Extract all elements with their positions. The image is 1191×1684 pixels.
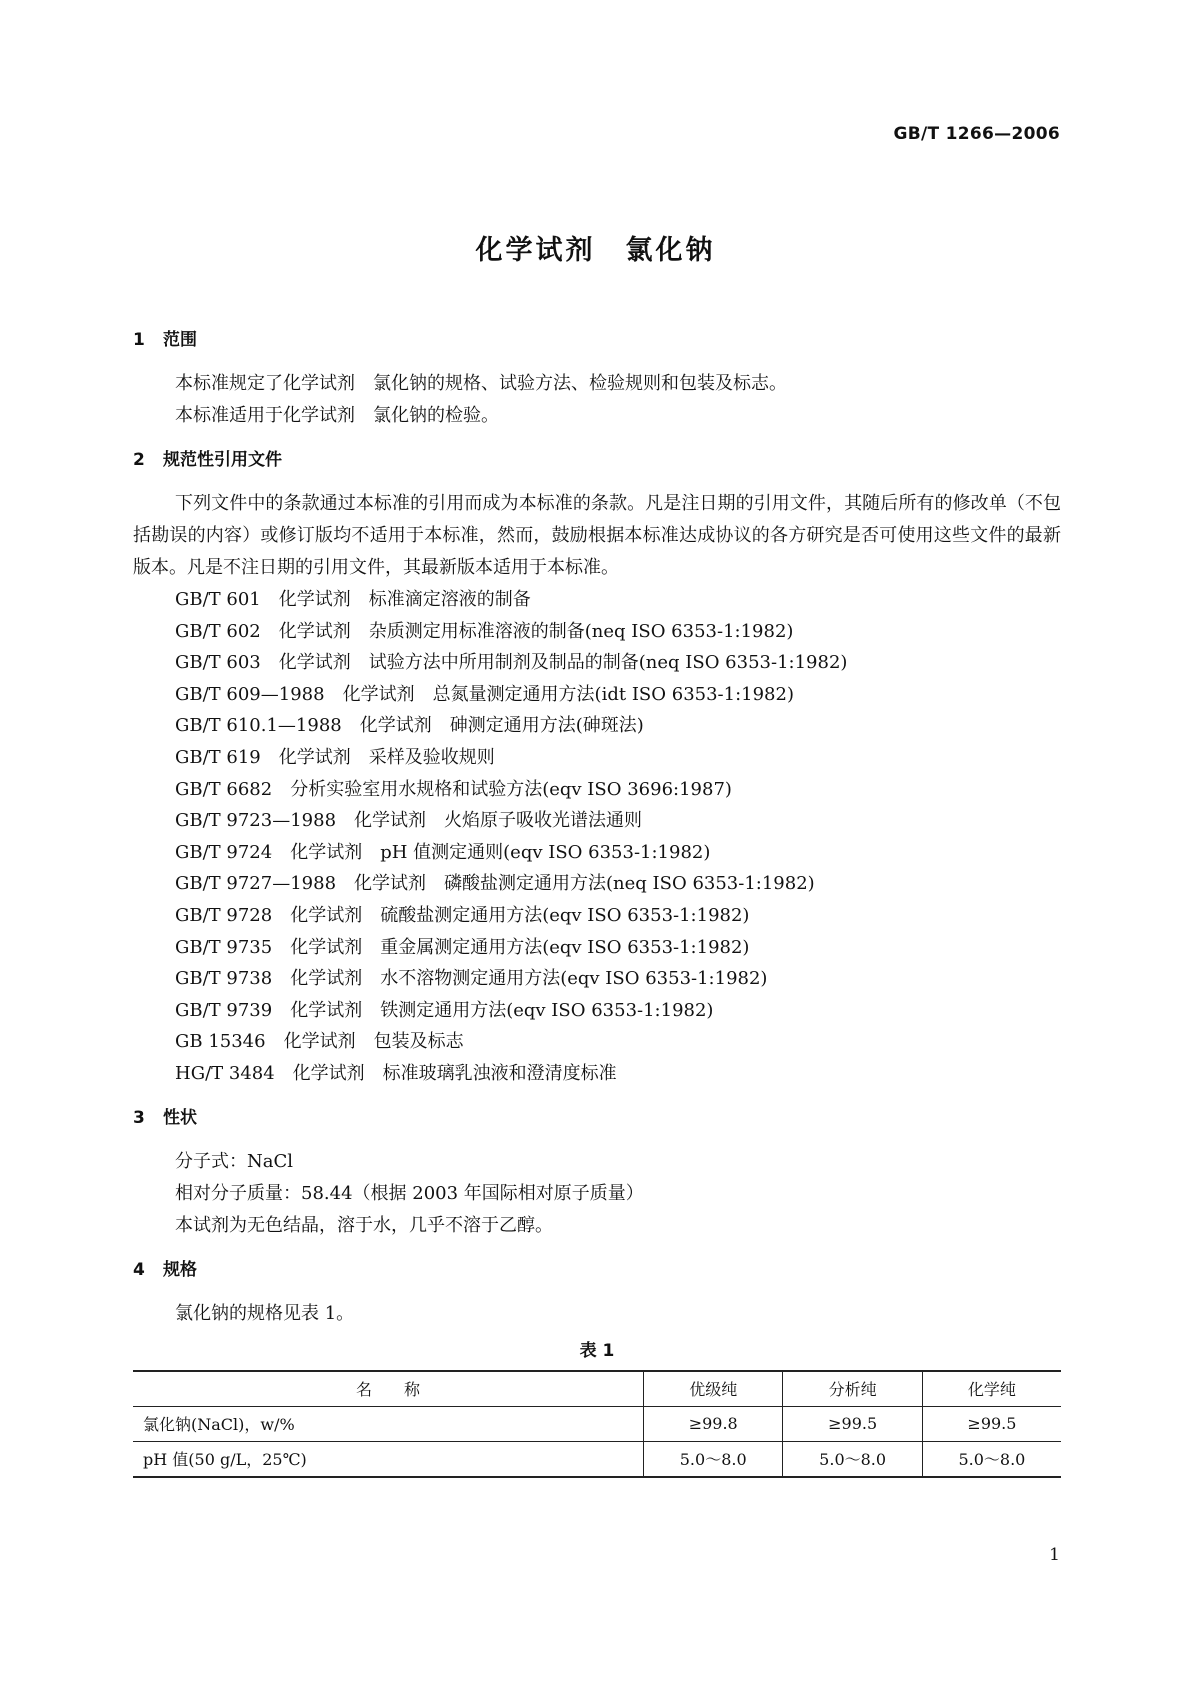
paragraph: 分子式：NaCl <box>175 1150 294 1172</box>
section-title: 性状 <box>163 1107 197 1128</box>
paragraph: 本标准适用于化学试剂 氯化钠的检验。 <box>175 405 499 426</box>
section-heading <box>133 328 1061 352</box>
paragraph: 本试剂为无色结晶，溶于水，几乎不溶于乙醇。 <box>175 1214 553 1236</box>
table-header-row <box>133 1371 1061 1407</box>
document-title: 化学试剂 氯化钠 <box>475 235 716 266</box>
reference-item: GB/T 9724 化学试剂 pH 值测定通则(eqv ISO 6353-1:1982) <box>175 841 711 863</box>
reference-item: GB 15346 化学试剂 包装及标志 <box>175 1031 464 1053</box>
reference-item: GB/T 610.1—1988 化学试剂 砷测定通用方法(砷斑法) <box>175 715 644 737</box>
section-heading <box>133 1258 1061 1282</box>
table-cell: ≥99.5 <box>922 1406 1061 1441</box>
table-header-cell: 名 称 <box>133 1371 644 1407</box>
reference-item: GB/T 9723—1988 化学试剂 火焰原子吸收光谱法通则 <box>175 810 643 832</box>
section-number: 4 <box>133 1259 145 1280</box>
reference-item: HG/T 3484 化学试剂 标准玻璃乳浊液和澄清度标准 <box>175 1062 617 1084</box>
reference-item: GB/T 9738 化学试剂 水不溶物测定通用方法(eqv ISO 6353-1:1982) <box>175 968 768 990</box>
table-cell: ≥99.5 <box>783 1406 922 1441</box>
table-cell: ≥99.8 <box>644 1406 783 1441</box>
table-cell: 5.0～8.0 <box>922 1441 1061 1477</box>
reference-item: GB/T 619 化学试剂 采样及验收规则 <box>175 746 495 768</box>
section-title: 规范性引用文件 <box>163 450 282 470</box>
section-number: 3 <box>133 1107 145 1128</box>
section-title: 规格 <box>163 1259 197 1280</box>
reference-item: GB/T 9739 化学试剂 铁测定通用方法(eqv ISO 6353-1:1982) <box>175 999 714 1021</box>
reference-item: GB/T 603 化学试剂 试验方法中所用制剂及制品的制备(neq ISO 6353-1:1982) <box>175 652 848 674</box>
section-normative-references <box>133 448 1061 1090</box>
paragraph: 下列文件中的条款通过本标准的引用而成为本标准的条款。凡是注日期的引用文件，其随后所有的修改单（不包括勘误的内容）或修订版均不适用于本标准，然而，鼓励根据本标准达成协议的各方研究是否可使用这些文件的最新版本。凡是不注日期的引用文件，其最新版本适用于本标准。 <box>133 493 1061 578</box>
specification-table <box>133 1370 1061 1478</box>
section-properties <box>133 1106 1061 1242</box>
table-cell: 5.0～8.0 <box>644 1441 783 1477</box>
reference-list <box>133 584 1061 1090</box>
table-header-cell: 优级纯 <box>644 1371 783 1407</box>
section-scope <box>133 328 1061 432</box>
paragraph: 本标准规定了化学试剂 氯化钠的规格、试验方法、检验规则和包装及标志。 <box>175 373 787 394</box>
section-heading <box>133 1106 1061 1130</box>
reference-item: GB/T 9735 化学试剂 重金属测定通用方法(eqv ISO 6353-1:1982) <box>175 936 750 958</box>
reference-item: GB/T 602 化学试剂 杂质测定用标准溶液的制备(neq ISO 6353-1:1982) <box>175 620 794 642</box>
page-number: 1 <box>1049 1545 1060 1565</box>
paragraph: 氯化钠的规格见表 1。 <box>175 1302 355 1324</box>
table-row <box>133 1441 1061 1477</box>
section-heading <box>133 448 1061 472</box>
table-row <box>133 1406 1061 1441</box>
reference-item: GB/T 9727—1988 化学试剂 磷酸盐测定通用方法(neq ISO 6353-1:1982) <box>175 873 815 895</box>
paragraph: 相对分子质量：58.44（根据 2003 年国际相对原子质量） <box>175 1182 644 1204</box>
reference-item: GB/T 609—1988 化学试剂 总氮量测定通用方法(idt ISO 6353-1:1982) <box>175 683 794 705</box>
table-caption: 表 1 <box>579 1340 615 1361</box>
reference-item: GB/T 6682 分析实验室用水规格和试验方法(eqv ISO 3696:1987) <box>175 778 732 800</box>
standard-code: GB/T 1266—2006 <box>893 124 1060 144</box>
section-number: 1 <box>133 330 145 350</box>
reference-item: GB/T 9728 化学试剂 硫酸盐测定通用方法(eqv ISO 6353-1:1982) <box>175 904 750 926</box>
table-cell: 氯化钠(NaCl)，w/% <box>133 1406 644 1441</box>
table-header-cell: 化学纯 <box>922 1371 1061 1407</box>
table-cell: 5.0～8.0 <box>783 1441 922 1477</box>
table-header-cell: 分析纯 <box>783 1371 922 1407</box>
section-specifications <box>133 1258 1061 1478</box>
table-cell: pH 值(50 g/L，25℃) <box>133 1441 644 1477</box>
reference-item: GB/T 601 化学试剂 标准滴定溶液的制备 <box>175 589 531 610</box>
document-body <box>133 328 1061 1478</box>
section-number: 2 <box>133 450 145 470</box>
section-title: 范围 <box>163 330 197 350</box>
